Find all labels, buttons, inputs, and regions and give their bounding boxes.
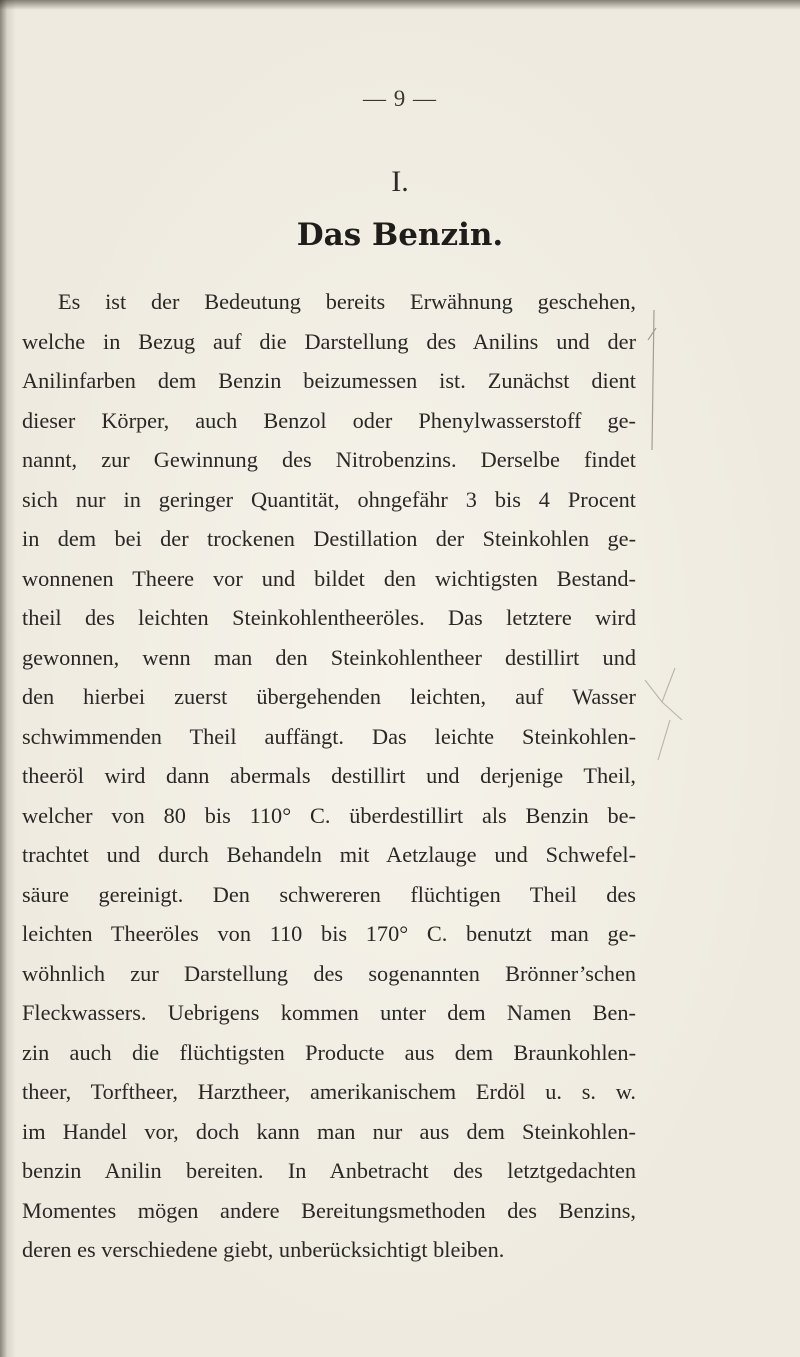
top-edge-shadow xyxy=(0,0,800,10)
text-line: schwimmenden Theil auffängt. Das leichte Steinkohlen- xyxy=(22,723,636,749)
text-line: welche in Bezug auf die Darstellung des Anilins und der xyxy=(22,328,636,354)
text-line: gewonnen, wenn man den Steinkohlentheer destillirt und xyxy=(22,644,636,670)
spine-shadow xyxy=(0,0,16,1357)
text-line: wöhnlich zur Darstellung des sogenannten Brönner’schen xyxy=(22,960,636,986)
text-line: welcher von 80 bis 110° C. überdestillirt als Benzin be- xyxy=(22,802,636,828)
text-line: wonnenen Theere vor und bildet den wichtigsten Bestand- xyxy=(22,565,636,591)
text-line: zin auch die flüchtigsten Producte aus dem Braunkohlen- xyxy=(22,1039,636,1065)
text-line: Anilinfarben dem Benzin beizumessen ist. Zunächst dient xyxy=(22,368,636,393)
text-line: sich nur in geringer Quantität, ohngefähr 3 bis 4 Procent xyxy=(22,486,636,512)
text-line: dieser Körper, auch Benzol oder Phenylwasserstoff ge- xyxy=(22,407,636,433)
text-line: theer, Torftheer, Harztheer, amerikanischem Erdöl u. s. w. xyxy=(22,1079,636,1104)
text-line: theil des leichten Steinkohlentheeröles. Das letztere wird xyxy=(22,605,636,630)
body-paragraph xyxy=(22,282,636,1270)
text-line: Fleckwassers. Uebrigens kommen unter dem Namen Ben- xyxy=(22,1000,636,1025)
text-line: deren es verschiedene giebt, unberücksichtigt bleiben. xyxy=(22,1237,505,1262)
text-line: benzin Anilin bereiten. In Anbetracht des letztgedachten xyxy=(22,1158,636,1183)
text-line: im Handel vor, doch kann man nur aus dem Steinkohlen- xyxy=(22,1118,636,1144)
text-line: säure gereinigt. Den schwereren flüchtigen Theil des xyxy=(22,881,636,907)
text-line: Momentes mögen andere Bereitungsmethoden des Benzins, xyxy=(22,1197,636,1223)
text-line: in dem bei der trockenen Destillation der Steinkohlen ge- xyxy=(22,526,636,551)
text-line: den hierbei zuerst übergehenden leichten, auf Wasser xyxy=(22,684,636,709)
text-line: leichten Theeröles von 110 bis 170° C. benutzt man ge- xyxy=(22,921,636,946)
page-number: — 9 — xyxy=(363,86,437,111)
text-line: nannt, zur Gewinnung des Nitrobenzins. Derselbe findet xyxy=(22,447,636,472)
chapter-title: Das Benzin. xyxy=(296,217,504,253)
chapter-number: I. xyxy=(391,165,409,198)
text-line: trachtet und durch Behandeln mit Aetzlauge und Schwefel- xyxy=(22,842,636,867)
margin-pencil-mark xyxy=(640,660,700,770)
text-line: theeröl wird dann abermals destillirt und derjenige Theil, xyxy=(22,763,636,788)
margin-pencil-mark xyxy=(638,300,668,460)
text-line: Es ist der Bedeutung bereits Erwähnung geschehen, xyxy=(58,289,636,314)
